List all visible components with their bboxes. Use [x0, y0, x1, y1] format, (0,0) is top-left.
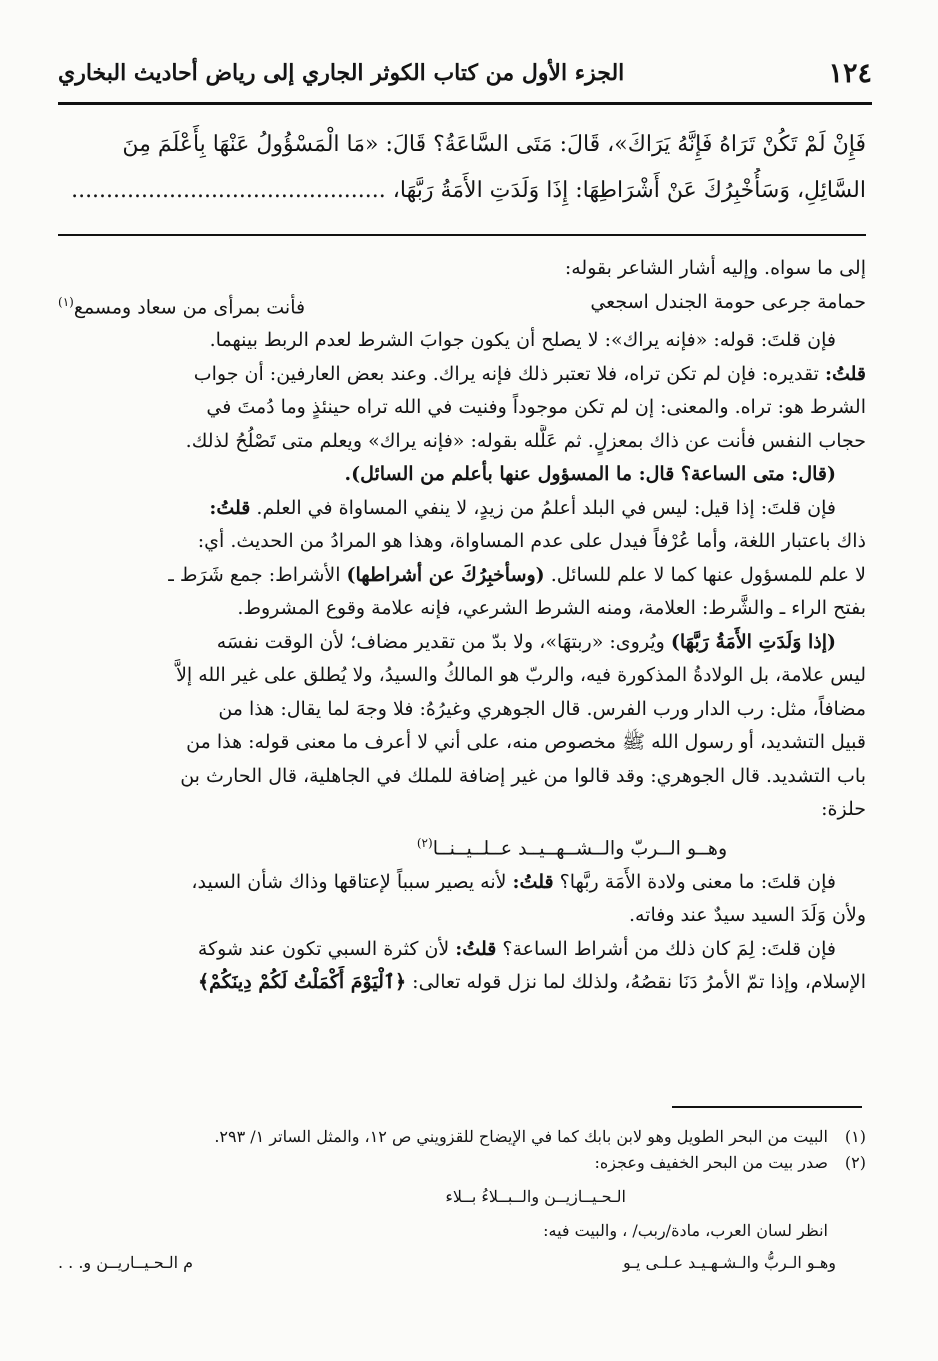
hadith-line: فَإِنْ لَمْ تَكُنْ تَرَاهُ فَإِنَّهُ يَرَاكَ»، قَالَ: مَتَى السَّاعَةُ؟ قَالَ: «مَا الْمَسْؤُولُ عَنْهَا بِأَعْلَمَ مِنَ — [122, 132, 866, 157]
text-line: فإن قلتَ: ما معنى ولادة الأَمَة ربَّها؟ قلتُ: لأنه يصير سبباً لإعتاقها وذاك شأن السيد، — [191, 870, 836, 893]
text-line: حجاب النفس فأنت عن ذاك بمعزلٍ. ثم عَلَّله بقوله: «فإنه يراك» ويعلم متى تَصْلُحُ لذلك. — [185, 429, 866, 452]
verse-hemistich-right: وهـو الـربُّ والـشـهـيـد عـلـى يـو — [623, 1253, 836, 1272]
text-line: فإن قلتَ: لِمَ كان ذلك من أشراط الساعة؟ قلتُ: لأن كثرة السبي تكون عند شوكة — [197, 937, 836, 960]
qultu-label: قلتُ: — [512, 870, 554, 893]
verse-hemistich-left: م الـحـيــاريــن و. . . — [58, 1253, 194, 1272]
text-line: فإن قلتَ: قوله: «فإنه يراك»: لا يصلح أن يكون جوابَ الشرط لعدم الربط بينهما. — [209, 329, 836, 352]
poetry-verse — [58, 286, 866, 325]
qultu-label: قلتُ: — [824, 362, 866, 385]
hadith-line: السَّائِلِ، وَسَأُخْبِرُكَ عَنْ أَشْرَاطِهَا: إِذَا وَلَدَتِ الأَمَةُ رَبَّهَا، ............................................. — [71, 178, 866, 203]
text-line: الإسلام، وإذا تمّ الأمرُ دَنَا نقصُهُ، ولذلك لما نزل قوله تعالى: ﴿ٱلْيَوْمَ أَكْمَلْتُ لَكُمْ دِينَكُمْ﴾ — [197, 971, 866, 994]
footnote-verse: الـحـيــازيــن والــبــلاءُ بــلاء — [445, 1187, 626, 1206]
text-line: (إذا وَلَدَتِ الأَمَةُ رَبَّهَا) ويُروى: «ربتهَا»، ولا بدّ من تقدير مضاف؛ لأن الوقت نفسَه — [216, 630, 836, 653]
text-line: ولأن وَلَدَ السيد سيدٌ عند وفاته. — [628, 904, 866, 927]
verse-hemistich-right: حمامة جرعى حومة الجندل اسجعي — [590, 290, 866, 313]
footnote-number: (١) — [844, 1127, 866, 1146]
footnote-number: (٢) — [844, 1153, 866, 1172]
poetry-verse: وهــو الــربّ والــشــهــيــد عــلــيــنــا$^{(٢)}$ — [416, 835, 728, 860]
text-line: ليس علامة، بل الولادةُ المذكورة فيه، والربّ هو المالكُ والسيدُ، ولا يُطلق على غير الله إلاَّ — [176, 664, 866, 687]
section-divider — [58, 234, 866, 236]
footnote-verse — [58, 1250, 866, 1276]
text-line: قبيل التشديد، أو رسول الله ﷺ مخصوص منه، على أني لا أعرف ما معنى قوله: هذا من — [186, 731, 866, 754]
page-header — [58, 56, 872, 105]
qultu-label: قلتُ: — [455, 937, 497, 960]
quran-quote: ﴿ٱلْيَوْمَ أَكْمَلْتُ لَكُمْ دِينَكُمْ﴾ — [197, 971, 407, 994]
verse-hemistich-left: فأنت بمرأى من سعاد ومسمع$^{(١)}$ — [58, 294, 306, 318]
text-line: إلى ما سواه. وإليه أشار الشاعر بقوله: — [564, 257, 866, 279]
text-line: لا علم للمسؤول عنها كما لا علم للسائل. (وسأخبِرُكَ عن أشراطها) الأشراط: جمع شَرَط ـ — [168, 563, 866, 586]
hadith-text — [58, 122, 866, 214]
text-line: باب التشديد. قال الجوهري: وقد قالوا من غير إضافة للملك في الجاهلية، قال الحارث بن — [180, 764, 866, 787]
hadith-quote: (إذا وَلَدَتِ الأَمَةُ رَبَّهَا) — [670, 630, 836, 653]
footnote-marker: (١) — [58, 294, 74, 309]
hadith-quote-heading: (قال: متى الساعة؟ قال: ما المسؤول عنها بأعلم من السائل). — [344, 463, 836, 486]
footnote-marker: (٢) — [416, 835, 433, 850]
footnotes — [58, 1124, 866, 1276]
page-number: ١٢٤ — [828, 58, 872, 89]
footnote-reference: انظر لسان العرب، مادة/ربب/ ، والبيت فيه: — [543, 1221, 828, 1240]
text-line: بفتح الراء ـ والشَّرط: العلامة، ومنه الشرط الشرعي، فإنه علامة وقوع المشروط. — [237, 597, 866, 620]
text-line: مضافاً، مثل: رب الدار ورب الفرس. قال الجوهري وغيرُهُ: فلا وجهَ لما يقال: هذا من — [218, 697, 866, 720]
text-line: فإن قلتَ: إذا قيل: ليس في البلد أعلمُ من زيدٍ، لا ينفي المساواة في العلم. قلتُ: — [209, 496, 836, 519]
qultu-label: قلتُ: — [209, 496, 251, 519]
footnote-divider — [672, 1106, 862, 1108]
text-line: الشرط هو: تراه. والمعنى: إن لم تكن موجوداً وفنيت في الله تراه حينئذٍ وما دُمتَ في — [206, 396, 866, 419]
text-line: حلزة: — [821, 798, 866, 821]
commentary-text — [58, 252, 866, 1000]
footnote-1: (١)البيت من البحر الطويل وهو لابن بابك كما في الإيضاح للقزويني ص ١٢، والمثل الساتر ١/ ٢٩٣. — [58, 1124, 866, 1150]
footnote-2: (٢)صدر بيت من البحر الخفيف وعجزه: — [58, 1150, 866, 1176]
hadith-quote: (وسأخبِرُكَ عن أشراطها) — [346, 563, 545, 586]
running-title: الجزء الأول من كتاب الكوثر الجاري إلى رياض أحاديث البخاري — [58, 60, 625, 86]
text-line: قلتُ: تقديره: فإن لم تكن تراه، فلا تعتبر ذلك فإنه يراك. وعند بعض العارفين: أن جواب — [193, 362, 866, 385]
text-line: ذاك باعتبار اللغة، وأما عُرْفاً فيدل على عدم المساواة، وهذا هو المرادُ من الحديث. أي: — [197, 530, 866, 553]
